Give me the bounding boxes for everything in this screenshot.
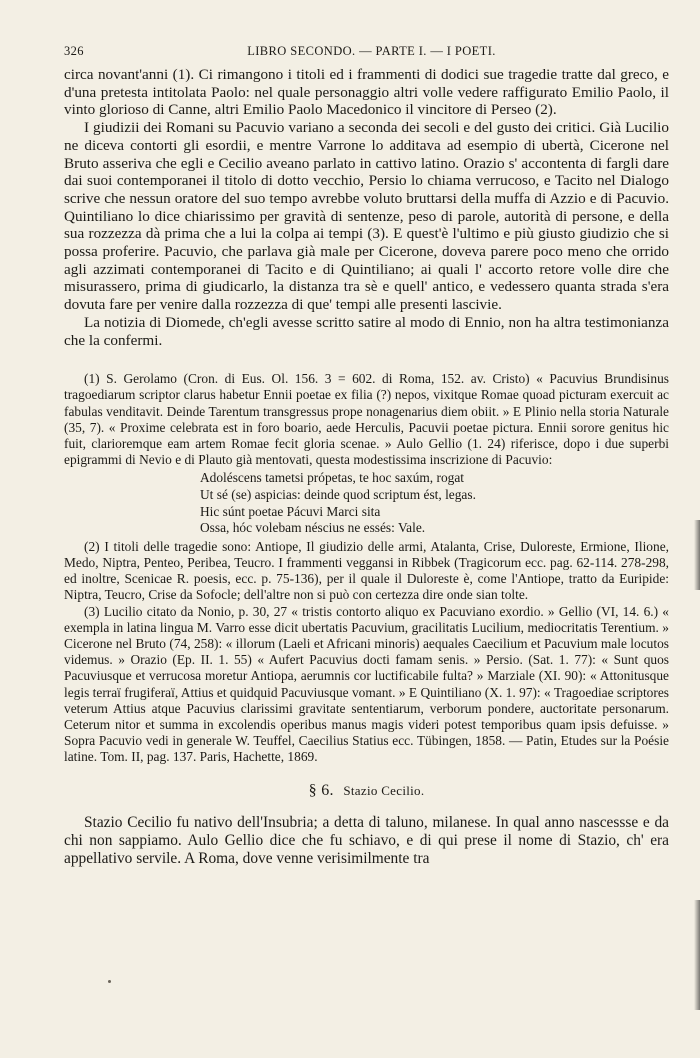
section-title: Stazio Cecilio. [343, 782, 425, 798]
verse-line: Adoléscens tametsi própetas, te hoc saxúm, rogat [200, 470, 465, 486]
paragraph-2: I giudizii dei Romani su Pacuvio variano a seconda dei secoli e del gusto dei critici. Già Lucilio ne diceva contorti gli esordii, e mentre Varrone lo additava ad esempio di ubertà, Cicerone nel Bruto asseriva che egli e Cecilio aveano parlato in cattivo latino. Orazio s' accontenta di fargli dare dai suoi contemporanei il titolo di dotto vecchio, Persio lo chiama verrucoso, e Tacito nel Dialogo scrive che nessun oratore del suo tempo avrebbe voluto bruttarsi della muffa di Azzio e di Pacuvio. Quintiliano lo dice chiarissimo per gravità di sentenze, peso di parole, autorità di persone, e della sua rozzezza dà prima che a lui la colpa ai tempi (3). E quest'è l'ultimo e più giusto giudizio che si possa proferire. Pacuvio, che parlava già male per Cicerone, doveva parere poco meno che orrido agli azzimati contemporanei di Tacito e di Quintiliano; ai quali l' accorto retore volle dire che misurassero, prima di giudicarlo, la distanza tra sè e quell' antico, e vedessero quanta strada s'era dovuta fare per venire dalla rozzezza di que' tempi alle presenti lascivie. [64, 119, 669, 314]
page-header [64, 44, 669, 66]
section-text [64, 814, 669, 868]
section-number: § 6. [308, 781, 334, 799]
page-edge-shadow [694, 520, 700, 590]
section-paragraph: Stazio Cecilio fu nativo dell'Insubria; a detta di taluno, milanese. In qual anno nascessse e da chi non sappiamo. Aulo Gellio dice che fu schiavo, e di qui prese il nome di Stazio, ch' era appellativo servile. A Roma, dove venne verisimilmente tra [64, 813, 669, 867]
footnotes [64, 371, 669, 765]
running-title: LIBRO SECONDO. — PARTE I. — I POETI. [247, 44, 496, 58]
footnote-3: (3) Lucilio citato da Nonio, p. 30, 27 « tristis contorto aliquo ex Pacuviano exordio. » Gellio (VI, 14. 6.) « exempla in latina lingua M. Varro esse dicit ubertatis Pacuvium, gracilitatis Lucilium, mediocritatis Terentium. » Cicerone nel Bruto (74, 258): « illorum (Laeli et Africani minoris) aequales Caecilium et Pacuvium male locutos videmus. » Orazio (Ep. II. 1. 55) « Aufert Pacuvius docti famam senis. » Persio. (Sat. 1. 77): « Sunt quos Pacuviusque et verrucosa moretur Antiopa, aerumnis cor luctificabile fulta? » Marziale (XI. 90): « Attonitusque legis terraï frugiferaï, Attius et quidquid Pacuviusque vomant. » E Quintiliano (X. 1. 97): « Tragoediae scriptores veterum Attius atque Pacuvius clarissimi gravitate sententiarum, verborum pondere, auctoritate personarum. Ceterum nitor et summa in excolendis operibus manus magis videri potest temporibus quam ipsis defuisse. » Sopra Pacuvio vedi in generale W. Teuffel, Caecilius Statius ecc. Tübingen, 1858. — Patin, Etudes sur la Poésie latine. Tom. II, pag. 137. Paris, Hachette, 1869. [64, 603, 669, 765]
section-heading [64, 782, 669, 800]
verse-line: Ossa, hóc volebam néscius ne essés: Vale. [200, 520, 426, 536]
ink-speck [108, 980, 111, 983]
page-number: 326 [64, 44, 84, 58]
inscription-verse [200, 470, 669, 536]
footnote-2: (2) I titoli delle tragedie sono: Antiope, Il giudizio delle armi, Atalanta, Crise, Duloreste, Ermione, Ilione, Medo, Niptra, Penteo, Peribea, Teucro. I frammenti veggansi in Ribbek (Tragicorum ecc. pag. 62-114. 278-298, ed inoltre, Scenicae R. poesis, ecc. p. 75-136), per il quale il Duloreste è, come l'Antiope, tratto da Euripide: Niptra, Teucro, Crise da Sofocle; dell'altre non si può con certezza dire onde sian tolte. [64, 538, 669, 603]
book-page [64, 44, 669, 868]
main-text [64, 66, 669, 349]
page-edge-shadow [694, 900, 700, 1010]
paragraph-3: La notizia di Diomede, ch'egli avesse scritto satire al modo di Ennio, non ha altra testimonianza che la confermi. [64, 313, 669, 349]
verse-line: Ut sé (se) aspicias: deinde quod scriptum ést, legas. [200, 487, 476, 503]
paragraph-1: circa novant'anni (1). Ci rimangono i titoli ed i frammenti di dodici sue tragedie tratte dal greco, e d'una pretesta intitolata Paolo: nel quale personaggio altri volle vedere raffigurato Emilio Paolo, il vinto glorioso di Canne, altri Emilio Paolo Macedonico il vincitore di Perseo (2). [64, 66, 669, 119]
verse-line: Hic súnt poetae Pácuvi Marci sita [200, 503, 381, 519]
footnote-1: (1) S. Gerolamo (Cron. di Eus. Ol. 156. 3 = 602. di Roma, 152. av. Cristo) « Pacuvius Brundisinus tragoediarum scriptor clarus habetur Ennii poetae ex filia (?) nepos, vixitque Romae quoad picturam exercuit ac fabulas venditavit. Deinde Tarentum transgressus prope nonagenarius diem obiit. » E Plinio nella storia Naturale (35, 7). « Proxime celebrata est in foro boario, aede Herculis, Pacuvii poetae pictura. Ennii sorore genitus hic fuit, clarioremque eam artem Romae fecit gloria scenae. » Aulo Gellio (1. 24) riferisce, dopo i due superbi epigrammi di Nevio e di Plauto già mentovati, questa modestissima inscrizione di Pacuvio: [64, 371, 669, 468]
